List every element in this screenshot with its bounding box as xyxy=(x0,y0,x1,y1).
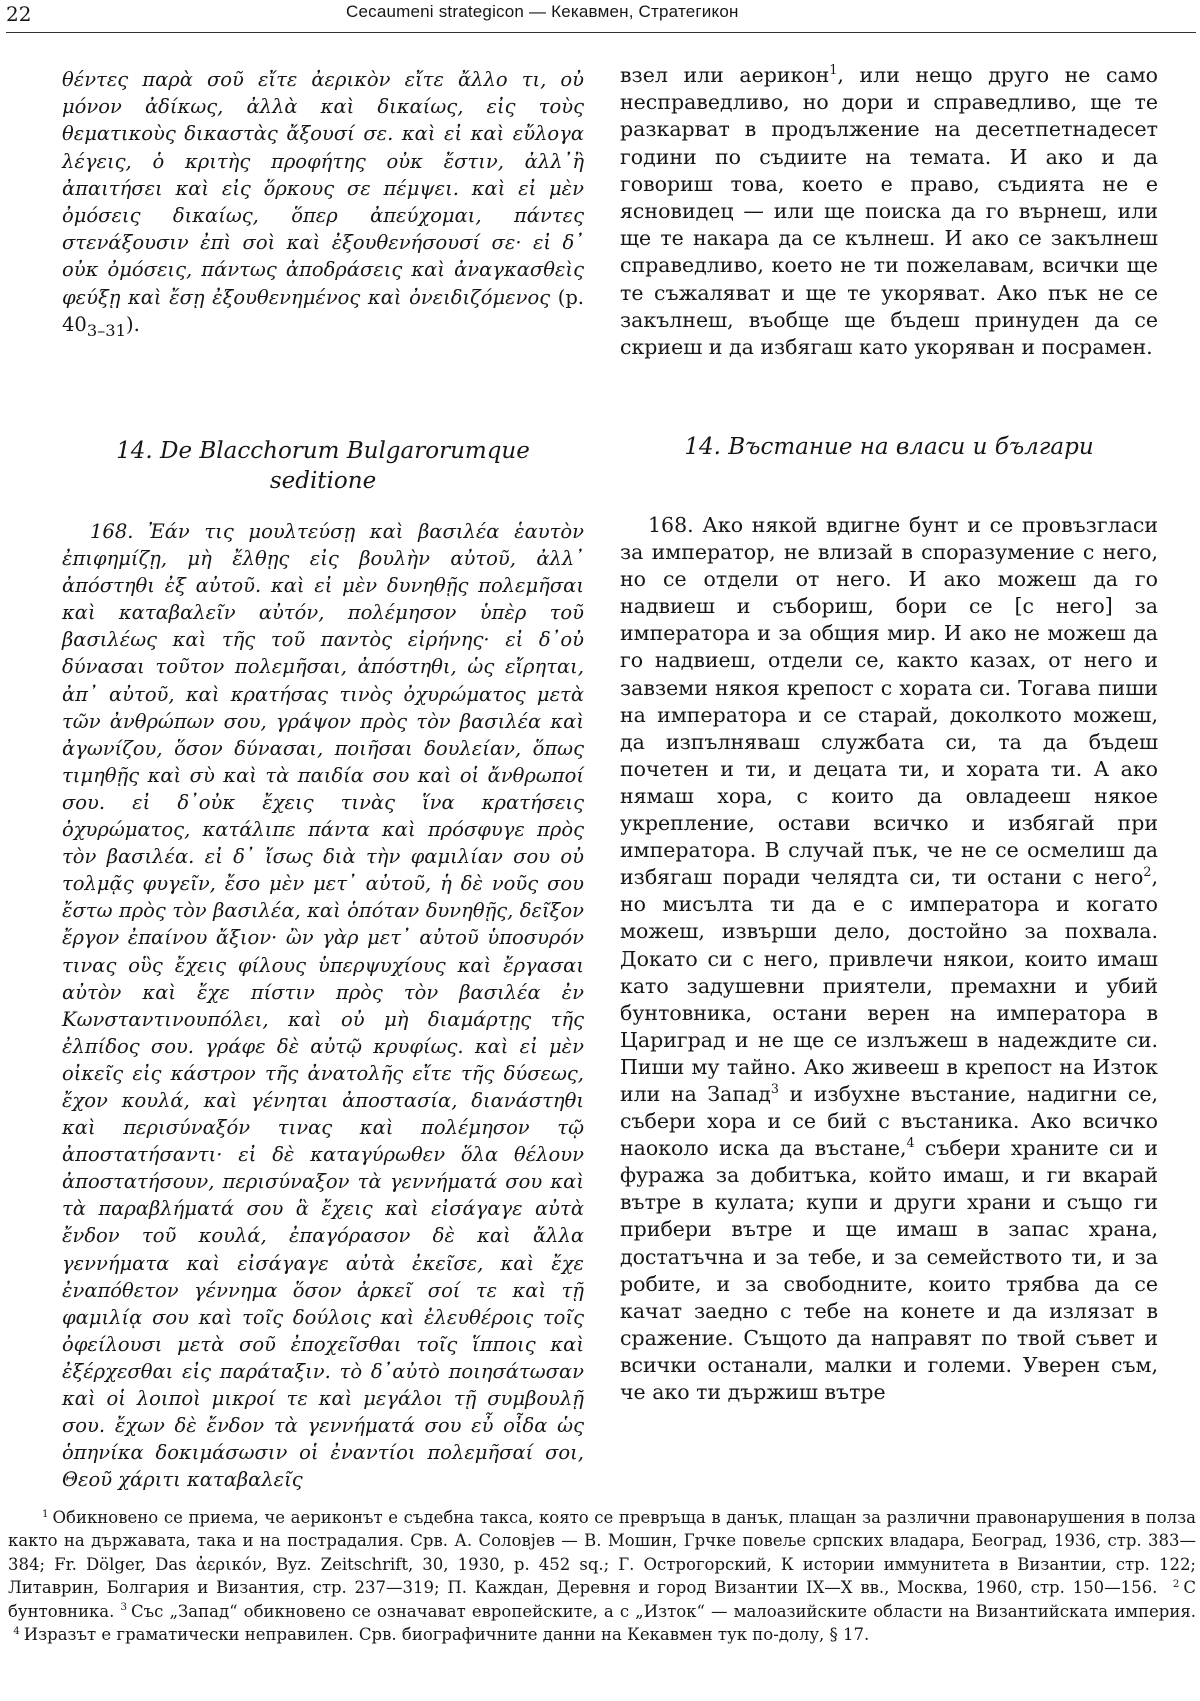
footnote-3: Със „Запад“ обикновено се означават европейските, а с „Изток“ — малоазийските области на Византийската империя. xyxy=(131,1601,1196,1621)
bulgarian-paragraph-168: 168. Ако някой вдигне бунт и се провъзгласи за император, не влизай в споразумение с него, но се отдели от него. И ако можеш да го надвиеш и събориш, бори се [с него] за императора и за общия мир. И ако не можеш да го надвиеш, отдели се, както казах, от него и завземи някоя крепост с хората си. Тогава пиши на императора и се старай, доколкото можеш, да изпълняваш службата си, та да бъдеш почетен и ти, и децата ти, и хората ти. А ако нямаш хора, с които да овладееш някое укрепление, остави всичко и избягай при императора. В случай пък, че не се осмелиш да избягаш поради челядта си, ти остани с него$^2$, но мисълта ти да е с императора и когато можеш, извърши дело, достойно за похвала. Докато си с него, привлечи някои, които имаш като задушевни приятели, премахни и убий бунтовника, остани верен на императора в Цариград и не ще се излъжеш в надеждите си. Пиши му тайно. Ако живееш в крепост на Изток или на Запад$^3$ и избухне въстание, надигни се, събери хора и се бий с въстаника. Ако всичко наоколо иска да въстане,$^4$ събери храните си и фуража за добитъка, който имаш, и ги вкарай вътре в кулата; купи и други храни и също ги прибери вътре и ще имаш в запас храна, достатъчна и за тебе, и за семейството ти, и за робите, и за свободните, които трябва да се качат заедно с тебе на конете и да излязат в сражение. Същото да направят по твой съвет и всички останали, малки и големи. Уверен съм, че ако ти държиш вътре xyxy=(620,513,1158,1404)
footnote-3-marker: 3 xyxy=(120,1602,128,1614)
page-number: 22 xyxy=(6,2,32,26)
footnote-1: $^1$ Обикновено се приема, че аериконът е съдебна такса, която се превръща в данък, плащан за различни правонарушения в полза както на държавата, така и на пострадалия. Срв. А. Соловјев — В. Мошин, Грчке повеље српских владара, Београд, 1936, стр. 383—384; Fr. Dölger, Das ἀερικόν, Byz. Zeitschrift, 30, 1930, p. 452 sq.; Г. Острогорский, К истории иммунитета в Византии, стр. 122; Литаврин, Болгария и Византия, стр. 237—319; П. Каждан, Деревня и город Византии IX—X вв., Москва, 1960, стр. 150—156. $^2$ С бунтовника. $^3$ Със „Запад“ обикновено се означават европейските, а с „Изток“ — малоазийските области на Византийската империя. $^4$ Изразът е граматически неправилен. Срв. биографичните данни на Кекавмен тук по-долу, § 17. xyxy=(8,1508,1196,1645)
greek-column-section-13-end xyxy=(62,66,584,344)
section-heading-latin: 14. De Blacchorum Bulgarorumque seditione xyxy=(116,438,530,494)
bulgarian-column-section-13-end xyxy=(620,62,1158,361)
bulgarian-paragraph: взел или аерикон$^1$, или нещо друго не само несправедливо, но дори и справедливо, ще те разкарват в продължение на десетпетнадесет години по съдиите на темата. И ако и да говориш това, което е право, съдията не е ясновидец — или ще поиска да го върнеш, или ще те накара да се кълнеш. И ако се закълнеш справедливо, което не ти пожелавам, всички ще те съжаляват и ще те укоряват. Ако пък не се закълнеш, въобще ще бъдеш принуден да се скриеш и да избягаш като укоряван и посрамен. xyxy=(620,62,1158,360)
footnote-2-marker: 2 xyxy=(1172,1578,1180,1590)
greek-paragraph: θέντες παρὰ σοῦ εἴτε ἀερικὸν εἴτε ἄλλο τι, οὐ μόνον ἀδίκως, ἀλλὰ καὶ δικαίως, εἰς τοὺς θεματικοὺς δικαστὰς ἄξουσί σε. καὶ εἰ καὶ εὔλογα λέγεις, ὁ κριτὴς προφήτης οὐκ ἔστιν, ἀλλ᾽ἢ ἀπαιτήσει καὶ εἰς ὅρκους σε πέμψει. καὶ εἰ μὲν ὀμόσεις δικαίως, ὅπερ ἀπεύχομαι, πάντες στενάξουσιν ἐπὶ σοὶ καὶ ἐξουθενήσουσί σε· εἰ δ᾽ οὐκ ὀμόσεις, πάντως ἀποδράσεις καὶ ἀναγκασθεὶς φεύξῃ καὶ ἔσῃ ἐξουθενημένος καὶ ὀνειδιζόμενος (p. $40_{3-31}$). xyxy=(62,68,585,340)
bulgarian-column-section-14 xyxy=(620,512,1158,1406)
footnote-4: Изразът е граматически неправилен. Срв. биографичните данни на Кекавмен тук по-долу, § 17. xyxy=(23,1625,870,1645)
greek-column-section-14 xyxy=(62,518,584,1493)
footnotes xyxy=(8,1506,1196,1646)
greek-paragraph-168: 168. Ἐάν τις μουλτεύσῃ καὶ βασιλέα ἑαυτὸν ἐπιφημίζῃ, μὴ ἔλθῃς εἰς βουλὴν αὐτοῦ, ἀλλ᾽ ἀπόστηθι ἐξ αὐτοῦ. καὶ εἰ μὲν δυνηθῇς πολεμῆσαι καὶ καταβαλεῖν αὐτόν, πολέμησον ὑπὲρ τοῦ βασιλέως καὶ τῆς τοῦ παντὸς εἰρήνης· εἰ δ᾽οὐ δύνασαι τοῦτον πολεμῆσαι, ἀπόστηθι, ὡς εἴρηται, ἀπ᾽ αὐτοῦ, καὶ κρατήσας τινὸς ὀχυρώματος μετὰ τῶν ἀνθρώπων σου, γράψον πρὸς τὸν βασιλέα καὶ ἀγωνίζου, ὅσον δύνασαι, ποιῆσαι δουλείαν, ὅπως τιμηθῇς καὶ σὺ καὶ τὰ παιδία σου καὶ οἱ ἄνθρωποί σου. εἰ δ᾽οὐκ ἔχεις τινὰς ἵνα κρατήσεις ὀχυρώματος, κατάλιπε πάντα καὶ πρόσφυγε πρὸς τὸν βασιλέα. εἰ δ᾽ ἴσως διὰ τὴν φαμιλίαν σου οὐ τολμᾷς φυγεῖν, ἔσο μὲν μετ᾽ αὐτοῦ, ἡ δὲ νοῦς σου ἔστω πρὸς τὸν βασιλέα, καὶ ὁπόταν δυνηθῇς, δεῖξον ἔργον ἐπαίνου ἄξιον· ὢν γὰρ μετ᾽ αὐτοῦ ὑποσυρόν τινας οὓς ἔχεις φίλους ὑπερψυχίους καὶ ἔργασαι αὐτὸν καὶ ἔχε πίστιν πρὸς τὸν βασιλέα ἐν Κωνσταντινουπόλει, καὶ οὐ μὴ διαμάρτῃς τῆς ἐλπίδος σου. γράφε δὲ αὐτῷ κρυφίως. καὶ εἰ μὲν οἰκεῖς εἰς κάστρον τῆς ἀνατολῆς εἴτε τῆς δύσεως, ἔχον κουλά, καὶ γένηται ἀποστασία, διανάστηθι καὶ περισύναξόν τινας καὶ πολέμησον τῷ ἀποστατήσαντι· εἰ δὲ καταγύρωθεν ὅλα θέλουν ἀποστατήσουν, περισύναξον τὰ γεννήματά σου καὶ τὰ παραβλήματά σου ἃ ἔχεις καὶ εἰσάγαγε αὐτὰ ἔνδον τοῦ κουλά, ἐπαγόρασον δὲ καὶ ἄλλα γεννήματα καὶ εἰσάγαγε αὐτὰ ἐκεῖσε, καὶ ἔχε ἐναπόθετον γέννημα ὅσον ἀρκεῖ σοί τε καὶ τῇ φαμιλίᾳ σου καὶ τοῖς δούλοις καὶ ἐλευθέροις τοῖς ὀφείλουσι μετὰ σοῦ ἐποχεῖσθαι τοῖς ἵπποις καὶ ἐξέρχεσθαι εἰς παράταξιν. τὸ δ᾽αὐτὸ ποιησάτωσαν καὶ οἱ λοιποὶ μικροί τε καὶ μεγάλοι τῇ συμβουλῇ σου. ἔχων δὲ ἔνδον τὰ γεννήματά σου εὖ οἶδα ὡς ὁπηνίκα δοκιμάσωσιν οἱ ἐναντίοι πολεμῆσαί σοι, Θεοῦ χάριτι καταβαλεῖς xyxy=(62,520,584,1492)
footnote-marker: 2 xyxy=(1143,864,1152,880)
running-title: Cecaumeni strategicon — Кекавмен, Стратегикон xyxy=(346,2,739,21)
section-heading-bulgarian: 14. Въстание на власи и българи xyxy=(684,434,1094,460)
footnote-4-marker: 4 xyxy=(13,1625,20,1637)
greek-page-reference: (p. $40_{3-31}$). xyxy=(62,285,585,340)
footnote-marker: 1 xyxy=(829,62,838,78)
footnote-marker: 4 xyxy=(906,1135,915,1151)
footnote-2: С бунтовника. xyxy=(8,1578,1196,1621)
footnote-marker: 3 xyxy=(770,1081,779,1097)
page-header xyxy=(6,2,1196,33)
